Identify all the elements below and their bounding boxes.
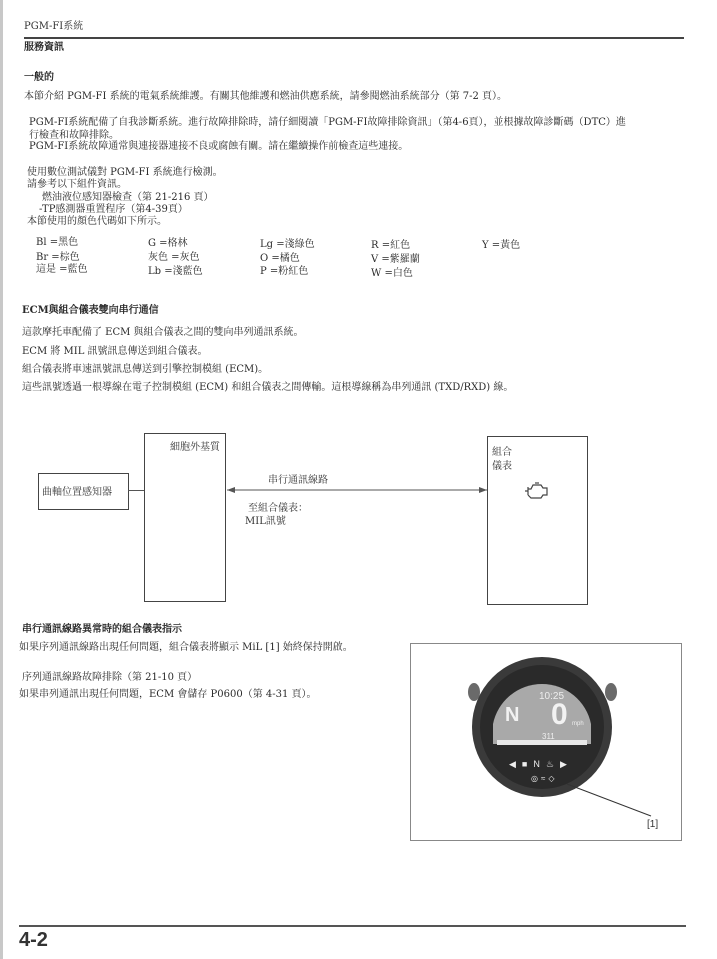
abnormal-section-title: 串行通訊線路異常時的組合儀表指示 <box>22 624 182 635</box>
ecm-line: 組合儀表將車速訊號訊息傳送到引擎控制模組 (ECM)。 <box>22 364 269 375</box>
color-code: Bl =黑色 <box>36 237 79 248</box>
color-code: W =白色 <box>371 268 413 279</box>
color-code: 灰色 =灰色 <box>148 252 200 263</box>
troubleshoot-title: 序列通訊線路故障排除（第 21-10 頁） <box>22 672 198 683</box>
ecm-label: 細胞外基質 <box>170 442 220 453</box>
combination-meter-photo <box>410 643 682 841</box>
header-rule <box>24 37 684 39</box>
page-number: 4-2 <box>19 929 48 951</box>
ecm-line: ECM 將 MIL 訊號訊息傳送到組合儀表。 <box>22 346 208 357</box>
ecm-section-title: ECM與組合儀表雙向串行通信 <box>22 305 159 316</box>
color-code: 這是 =藍色 <box>36 264 88 275</box>
color-code: Br =棕色 <box>36 252 80 263</box>
ecm-line: 這些訊號透過一根導線在電子控制模組 (ECM) 和組合儀表之間傳輸。這根導線稱為串列通訊 (TXD/RXD) 線。 <box>22 382 514 393</box>
general-title: 一般的 <box>24 72 54 83</box>
para1-line1: PGM-FI系統配備了自我診斷系統。進行故障排除時，請仔細閱讀「PGM-FI故障排除資訊」（第4-6頁），並根據故障診斷碼（DTC）進 <box>29 117 626 128</box>
para2-line1: 使用數位測試儀對 PGM-FI 系統進行檢測。 <box>27 167 223 178</box>
crank-sensor-box <box>38 473 129 510</box>
crank-sensor-label: 曲軸位置感知器 <box>42 487 112 498</box>
high-beam-icon: ■ <box>521 759 534 769</box>
meter-label-1: 組合 <box>492 447 512 458</box>
combination-meter-box <box>487 436 588 605</box>
footer-rule <box>19 925 686 927</box>
serial-line-label: 串行通訊線路 <box>268 475 328 486</box>
gear-indicator: N <box>505 704 520 726</box>
reference-fuel-sensor: 燃油液位感知器檢查（第 21-216 頁） <box>42 192 214 203</box>
reference-tp-reset: -TP感測器重置程序（第4-39頁） <box>39 204 188 215</box>
abs-icon: ◎ <box>531 774 541 783</box>
neutral-icon: N <box>533 759 546 769</box>
left-turn-icon: ◀ <box>509 759 522 769</box>
ecm-line: 這款摩托車配備了 ECM 與組合儀表之間的雙向串列通訊系統。 <box>22 327 304 338</box>
color-code: Lg =淺綠色 <box>260 239 315 250</box>
meter-label-2: 儀表 <box>492 461 512 472</box>
page-edge <box>0 0 3 959</box>
color-code: G =格林 <box>148 238 188 249</box>
clock-display: 10:25 <box>539 691 565 702</box>
sensor-connector-line <box>128 490 144 491</box>
right-turn-icon: ▶ <box>559 759 573 769</box>
para2-line2: 請參考以下組件資訊。 <box>27 179 127 190</box>
signal-label-2: MIL訊號 <box>245 516 286 527</box>
speed-unit: mph <box>572 721 584 727</box>
callout-label: [1] <box>647 819 659 830</box>
oil-icon: ♨ <box>545 759 560 769</box>
para1-line2: 行檢查和故障排除。 <box>29 130 119 141</box>
callout-leader <box>411 644 681 840</box>
speed-display: 0 <box>551 698 568 731</box>
color-code: P =粉紅色 <box>260 266 309 277</box>
abnormal-line2: 如果串列通訊出現任何問題，ECM 會儲存 P0600（第 4-31 頁）。 <box>19 689 317 700</box>
ecm-box <box>144 433 226 602</box>
color-code: V =紫羅蘭 <box>371 254 420 265</box>
para1-line3: PGM-FI系統故障通常與連接器連接不良或腐蝕有關。請在繼續操作前檢查這些連接。 <box>29 141 409 152</box>
general-intro: 本節介紹 PGM-FI 系統的電氣系統維護。有關其他維護和燃油供應系統，請參閱燃油系統部分（第 7-2 頁）。 <box>24 91 508 102</box>
color-code: Y =黃色 <box>482 240 521 251</box>
temp-icon: ≈ <box>540 774 549 783</box>
section-header: PGM-FI系統 <box>24 21 84 32</box>
signal-label-1: 至組合儀表： <box>248 503 308 514</box>
color-code: O =橘色 <box>260 253 300 264</box>
serial-line-arrows <box>225 484 525 496</box>
color-code: R =紅色 <box>371 240 411 251</box>
mil-icon: ◇ <box>548 774 558 783</box>
abnormal-line1: 如果序列通訊線路出現任何問題，組合儀表將顯示 MiL [1] 始終保持開啟。 <box>19 642 353 653</box>
odometer: 311 <box>542 732 555 741</box>
color-code: Lb =淺藍色 <box>148 266 203 277</box>
color-code-intro: 本節使用的顏色代碼如下所示。 <box>27 216 167 227</box>
engine-check-icon <box>521 480 553 502</box>
service-info-title: 服務資訊 <box>24 42 64 53</box>
